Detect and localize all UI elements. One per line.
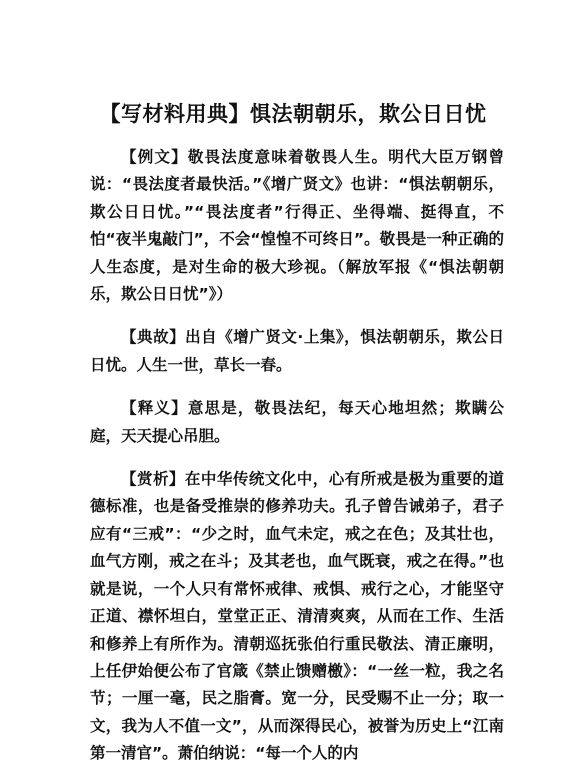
paragraph-example: 【例文】敬畏法度意味着敬畏人生。明代大臣万钢曾说：“畏法度者最快活。”《增广贤文》也讲：“惧法朝朝乐，欺公日日忧。”“畏法度者”行得正、坐得端、挺得直，不怕“夜半鬼敲门”，不会“惶惶不可终日”。敬畏是一种正确的人生态度，是对生命的极大珍视。（解放军报《“惧法朝朝乐，欺公日日忧”》） xyxy=(90,148,504,304)
paragraph-meaning: 【释义】意思是，敬畏法纪，每天心地坦然；欺瞒公庭，天天提心吊胆。 xyxy=(90,399,504,445)
paragraph-appreciation: 【赏析】在中华传统文化中，心有所戒是极为重要的道德标准，也是备受推崇的修养功夫。孔子曾告诫弟子，君子应有“三戒”：“少之时，血气未定，戒之在色；及其壮也，血气方刚，戒之在斗；及其老也，血气既衰，戒之在得。”也就是说，一个人只有常怀戒律、戒惧、戒行之心，才能坚守正道、襟怀坦白，堂堂正正、清清爽爽，从而在工作、生活和修养上有所作为。清朝巡抚张伯行重民敬法、清正廉明，上任伊始便公布了官箴《禁止馈赠檄》：“一丝一粒，我之名节；一厘一毫，民之脂膏。宽一分，民受赐不止一分；取一文，我为人不值一文”，从而深得民心，被誉为历史上“江南第一清官”。萧伯纳说：“每一个人的内 xyxy=(90,470,504,763)
document-title: 【写材料用典】惧法朝朝乐，欺公日日忧 xyxy=(99,102,487,126)
document-body xyxy=(90,144,504,768)
paragraph-source: 【典故】出自《增广贤文·上集》，惧法朝朝乐，欺公日日忧。人生一世，草长一春。 xyxy=(90,328,504,374)
